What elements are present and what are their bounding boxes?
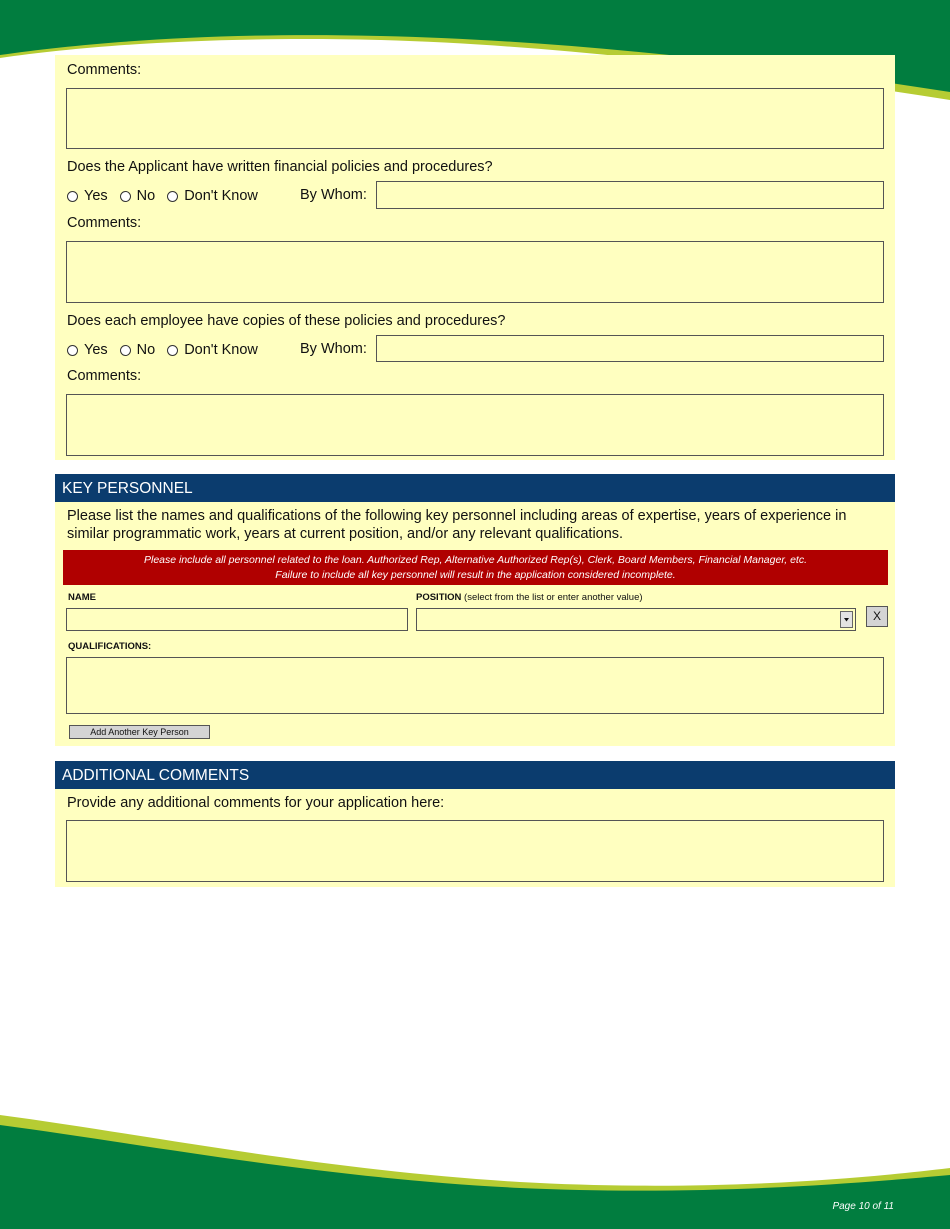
radio-dont-know-option[interactable]: Don't Know [167, 188, 258, 204]
footer-swoosh [0, 1100, 950, 1229]
add-key-person-button[interactable]: Add Another Key Person [69, 725, 210, 739]
position-label: POSITION (select from the list or enter another value) [416, 592, 643, 603]
question-employee-copies: Does each employee have copies of these policies and procedures? [67, 313, 506, 329]
personnel-warning-banner [63, 550, 888, 585]
by-whom-field[interactable] [376, 335, 884, 362]
comments-label: Comments: [67, 62, 142, 78]
key-personnel-header: KEY PERSONNEL [55, 474, 895, 502]
comments-field[interactable] [66, 394, 884, 456]
comments-field[interactable] [66, 88, 884, 149]
chevron-down-icon [841, 612, 852, 627]
dropdown-button[interactable] [840, 611, 853, 628]
radio-dont-know-option[interactable]: Don't Know [167, 342, 258, 358]
radio-no-option[interactable]: No [120, 342, 156, 358]
remove-person-button[interactable]: X [866, 606, 888, 627]
name-label: NAME [68, 592, 96, 603]
position-select[interactable] [416, 608, 856, 631]
warning-line-2: Failure to include all key personnel will result in the application considered incomplete. [275, 569, 676, 581]
radio-no[interactable] [120, 345, 131, 356]
radio-yes[interactable] [67, 345, 78, 356]
radio-yes[interactable] [67, 191, 78, 202]
key-personnel-instructions-2: similar programmatic work, years at current position, and/or any relevant qualifications. [67, 526, 624, 542]
additional-comments-header: ADDITIONAL COMMENTS [55, 761, 895, 789]
comments-label: Comments: [67, 215, 142, 231]
written-policies-options [67, 185, 270, 207]
comments-field[interactable] [66, 241, 884, 303]
name-input[interactable] [66, 608, 408, 631]
warning-line-1: Please include all personnel related to the loan. Authorized Rep, Alternative Authorized Rep(s), Clerk, Board Members, Financial Manager, etc. [143, 554, 807, 566]
radio-dont-know[interactable] [167, 191, 178, 202]
qualifications-field[interactable] [66, 657, 884, 714]
by-whom-label: By Whom: [300, 187, 367, 203]
radio-no-option[interactable]: No [120, 188, 156, 204]
radio-no[interactable] [120, 191, 131, 202]
by-whom-field[interactable] [376, 181, 884, 209]
radio-yes-option[interactable]: Yes [67, 342, 108, 358]
employee-copies-options [67, 339, 270, 361]
by-whom-label: By Whom: [300, 341, 367, 357]
question-written-policies: Does the Applicant have written financial policies and procedures? [67, 159, 493, 175]
comments-label: Comments: [67, 368, 142, 384]
additional-comments-field[interactable] [66, 820, 884, 882]
qualifications-label: QUALIFICATIONS: [68, 641, 152, 652]
radio-dont-know[interactable] [167, 345, 178, 356]
page-number: Page 10 of 11 [832, 1201, 894, 1212]
radio-yes-option[interactable]: Yes [67, 188, 108, 204]
key-personnel-instructions-1: Please list the names and qualifications of the following key personnel including areas of expertise, years of experience in [67, 508, 847, 524]
additional-comments-prompt: Provide any additional comments for your application here: [67, 795, 445, 811]
